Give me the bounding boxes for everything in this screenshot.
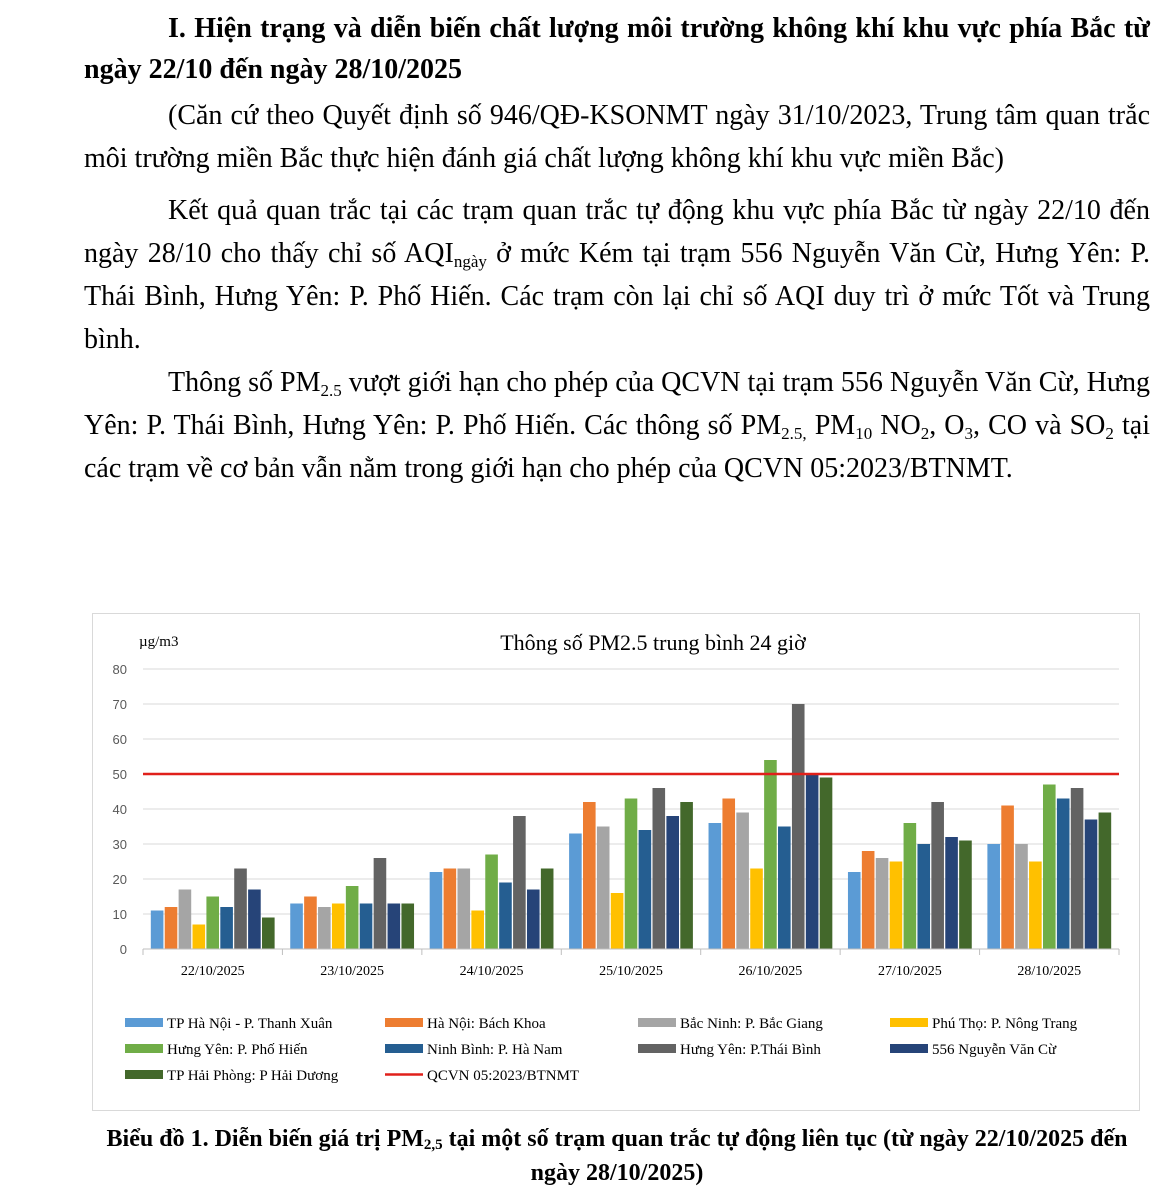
- bar: [513, 816, 526, 949]
- pm25-chart-svg: [93, 614, 1139, 1110]
- bar: [848, 872, 861, 949]
- paragraph-pm25-results: [84, 361, 1150, 490]
- bar: [1043, 785, 1056, 950]
- bar: [890, 862, 903, 950]
- bar: [764, 760, 777, 949]
- bar: [1071, 788, 1084, 949]
- bar: [457, 869, 470, 950]
- bar: [332, 904, 345, 950]
- x-tick-label: 24/10/2025: [459, 964, 524, 979]
- y-tick-label: 30: [112, 837, 127, 852]
- caption-text-b: tại một số trạm quan trắc tự động liên tục (từ ngày 22/10/2025 đến ngày 28/10/2025): [442, 1126, 1128, 1186]
- bar: [401, 904, 414, 950]
- pm-text-f: , CO và SO: [973, 410, 1106, 441]
- x-tick-label: 22/10/2025: [180, 964, 245, 979]
- legend-swatch: [638, 1044, 676, 1053]
- bar: [430, 872, 443, 949]
- pm-sub-4: 2: [920, 424, 930, 443]
- bar: [722, 799, 735, 950]
- caption-text-a: Biểu đồ 1. Diễn biến giá trị PM: [106, 1126, 424, 1152]
- bar: [304, 897, 317, 950]
- x-tick-label: 26/10/2025: [738, 964, 803, 979]
- legend-label: Phú Thọ: P. Nông Trang: [932, 1016, 1078, 1032]
- bar: [220, 907, 233, 949]
- bar: [611, 893, 624, 949]
- bar: [290, 904, 303, 950]
- y-tick-label: 40: [112, 802, 127, 817]
- bar: [262, 918, 275, 950]
- paragraph-basis: (Căn cứ theo Quyết định số 946/QĐ-KSONMT ngày 31/10/2023, Trung tâm quan trắc môi trường miền Bắc thực hiện đánh giá chất lượng không khí khu vực miền Bắc): [84, 100, 1150, 174]
- legend-swatch: [385, 1044, 423, 1053]
- bar: [485, 855, 498, 950]
- bar: [541, 869, 554, 950]
- x-tick-label: 23/10/2025: [320, 964, 385, 979]
- bar: [346, 886, 359, 949]
- bar: [639, 830, 652, 949]
- legend-label: Ninh Bình: P. Hà Nam: [427, 1042, 563, 1058]
- chart-title: Thông số PM2.5 trung bình 24 giờ: [500, 630, 806, 655]
- bar: [820, 778, 833, 950]
- pm-sub-5: 3: [964, 424, 974, 443]
- legend-label: QCVN 05:2023/BTNMT: [427, 1068, 580, 1084]
- legend-label: Hà Nội: Bách Khoa: [427, 1016, 546, 1032]
- bar: [750, 869, 763, 950]
- bar: [917, 844, 930, 949]
- bar: [666, 816, 679, 949]
- legend-swatch: [125, 1070, 163, 1079]
- bar: [583, 802, 596, 949]
- bar: [499, 883, 512, 950]
- pm-text-c: PM: [806, 410, 856, 441]
- bar: [1029, 862, 1042, 950]
- legend-swatch: [638, 1018, 676, 1027]
- legend-label: Bắc Ninh: P. Bắc Giang: [680, 1016, 823, 1032]
- legend-swatch: [890, 1018, 928, 1027]
- legend-swatch: [125, 1018, 163, 1027]
- y-tick-label: 20: [112, 872, 127, 887]
- bar: [1099, 813, 1112, 950]
- pm-sub-3: 10: [855, 424, 873, 443]
- bar: [653, 788, 666, 949]
- bar: [625, 799, 638, 950]
- bar: [1015, 844, 1028, 949]
- pm-text-d: NO: [872, 410, 921, 441]
- y-tick-label: 70: [112, 697, 127, 712]
- x-tick-label: 27/10/2025: [877, 964, 942, 979]
- legend-label: TP Hà Nội - P. Thanh Xuân: [167, 1016, 333, 1032]
- section-heading: I. Hiện trạng và diễn biến chất lượng môi trường không khí khu vực phía Bắc từ ngày 22/10 đến ngày 28/10/2025: [84, 13, 1150, 85]
- bar: [193, 925, 206, 950]
- bar: [374, 858, 387, 949]
- bar: [904, 823, 917, 949]
- bar: [1001, 806, 1014, 950]
- paragraph-aqi-results: [84, 189, 1150, 361]
- bar: [527, 890, 540, 950]
- bar: [165, 907, 178, 949]
- bar: [318, 907, 331, 949]
- bar: [931, 802, 944, 949]
- pm-text-e: , O: [929, 410, 965, 441]
- bar: [360, 904, 373, 950]
- bar: [987, 844, 1000, 949]
- legend-swatch: [125, 1044, 163, 1053]
- pm-sub-6: 2: [1105, 424, 1114, 443]
- pm-text-b: vượt giới hạn cho phép của QCVN tại trạm 556 Nguyễn Văn Cừ, Hưng Yên: P. Thái Bình, Hưng Yên: P. Phố Hiến. Các thông số PM: [84, 367, 1150, 441]
- pm25-chart: [92, 613, 1140, 1111]
- legend-label: TP Hải Phòng: P Hải Dương: [167, 1068, 339, 1084]
- bar: [680, 802, 693, 949]
- pm-sub-1: 2.5: [320, 381, 342, 400]
- bar: [248, 890, 261, 950]
- document-body: [84, 8, 1150, 490]
- legend-label: Hưng Yên: P. Phố Hiến: [167, 1042, 308, 1058]
- y-tick-label: 0: [119, 942, 127, 957]
- bar: [945, 837, 958, 949]
- y-tick-label: 50: [112, 767, 127, 782]
- legend-label: 556 Nguyễn Văn Cừ: [932, 1042, 1057, 1058]
- bar: [876, 858, 889, 949]
- y-axis-unit-label: µg/m3: [139, 634, 179, 650]
- bar: [444, 869, 457, 950]
- pm-text-a: Thông số PM: [168, 367, 321, 398]
- bar: [569, 834, 582, 950]
- bar: [1085, 820, 1098, 950]
- y-tick-label: 60: [112, 732, 127, 747]
- bar: [179, 890, 192, 950]
- caption-subscript: 2,5: [423, 1137, 443, 1153]
- x-tick-label: 25/10/2025: [599, 964, 663, 979]
- bar: [151, 911, 164, 950]
- bar: [736, 813, 749, 950]
- y-tick-label: 10: [112, 907, 127, 922]
- bar: [597, 827, 610, 950]
- aqi-subscript: ngày: [453, 252, 487, 271]
- legend-swatch: [890, 1044, 928, 1053]
- bar: [1057, 799, 1070, 950]
- bar: [234, 869, 247, 950]
- bar: [709, 823, 722, 949]
- bar: [792, 704, 805, 949]
- bar: [806, 774, 819, 949]
- bar: [388, 904, 401, 950]
- aqi-text-b: ở mức Kém tại trạm 556 Nguyễn Văn Cừ, Hưng Yên: P. Thái Bình, Hưng Yên: P. Phố Hiến. Các trạm còn lại chỉ số AQI duy trì ở mức Tốt và Trung bình.: [84, 238, 1150, 355]
- y-tick-label: 80: [112, 662, 127, 677]
- pm-sub-2: 2.5,: [781, 424, 807, 443]
- pm-text-g: tại các trạm về cơ bản vẫn nằm trong giới hạn cho phép của QCVN 05:2023/BTNMT.: [84, 410, 1150, 484]
- x-tick-label: 28/10/2025: [1017, 964, 1082, 979]
- legend-label: Hưng Yên: P.Thái Bình: [680, 1042, 821, 1058]
- aqi-text-a: Kết quả quan trắc tại các trạm quan trắc tự động khu vực phía Bắc từ ngày 22/10 đến ngày 28/10 cho thấy chỉ số AQI: [84, 195, 1150, 269]
- bar: [862, 851, 875, 949]
- bar: [206, 897, 219, 950]
- bar: [778, 827, 791, 950]
- chart-caption: [84, 1122, 1150, 1190]
- legend-swatch: [385, 1018, 423, 1027]
- bar: [471, 911, 484, 950]
- bar: [959, 841, 972, 950]
